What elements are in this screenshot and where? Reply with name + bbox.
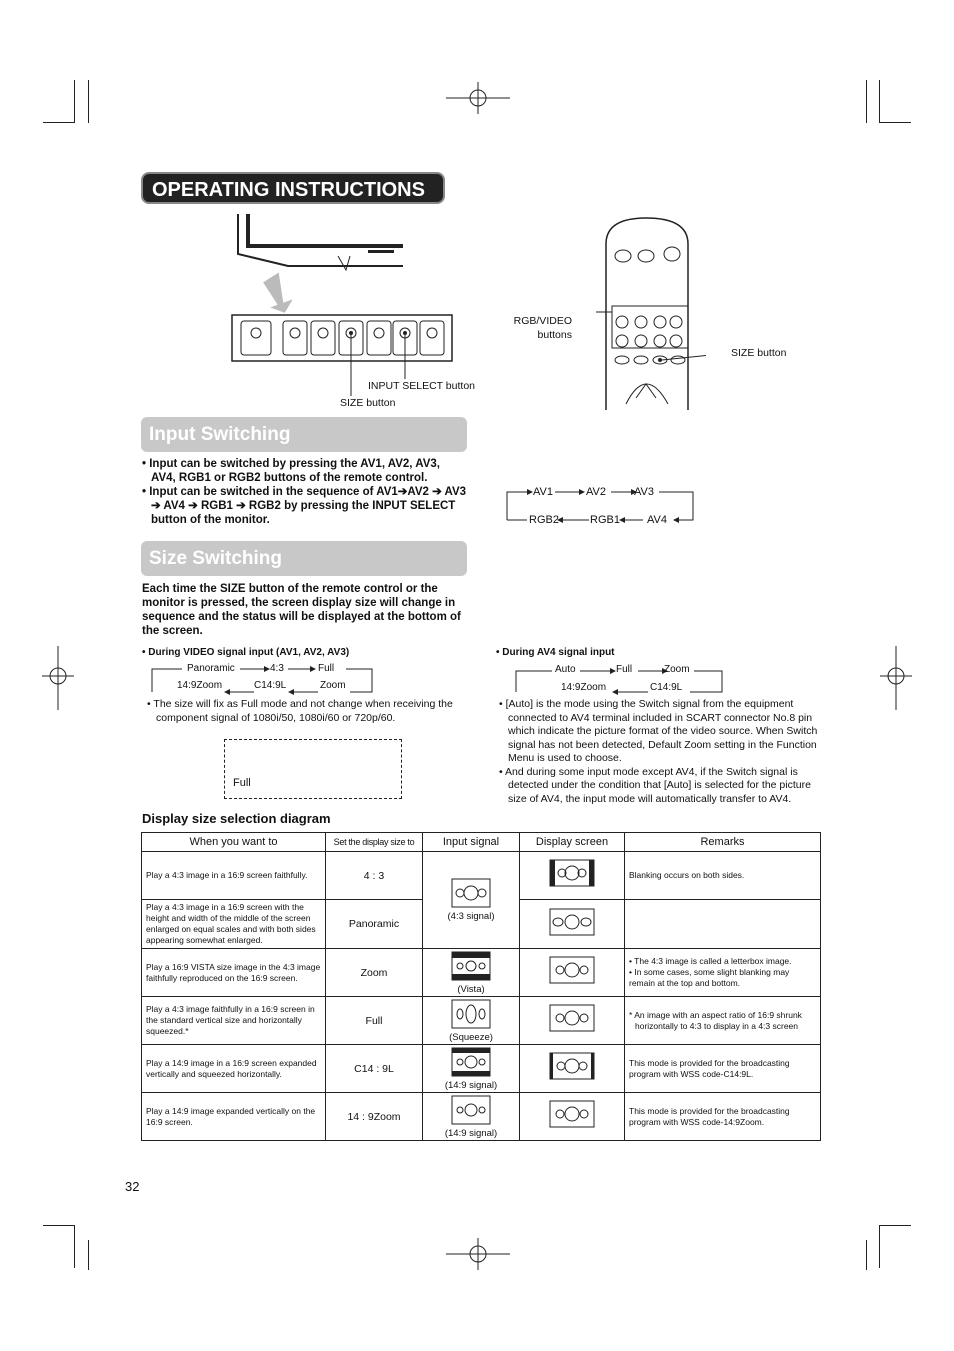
registration-mark-bottom	[446, 1238, 510, 1270]
signal-squeeze-icon	[451, 999, 491, 1029]
display-cell	[520, 1045, 625, 1093]
av4-c149l: C14:9L	[650, 682, 683, 693]
av4-149zoom: 14:9Zoom	[561, 682, 607, 693]
registration-mark-top	[446, 82, 510, 114]
signal-vista-icon	[451, 951, 491, 981]
col-display: Display screen	[520, 833, 625, 852]
video-note: • The size will fix as Full mode and not change when receiving the component signal of 1080i/50, 1080i/60 or 720p/60.	[147, 698, 453, 724]
table-row	[142, 1045, 821, 1093]
input-bullet-1: • Input can be switched by pressing the AV1, AV2, AV3, AV4, RGB1 or RGB2 buttons of the remote control.	[142, 458, 440, 484]
seq-av1: AV1	[533, 486, 553, 498]
display-cell	[520, 1093, 625, 1141]
screen-full-icon	[549, 1004, 595, 1032]
input-caption: (14:9 signal)	[444, 1079, 498, 1091]
display-size-table	[141, 832, 821, 1141]
seq-av4: AV4	[647, 514, 667, 526]
screen-c149l-icon	[549, 1052, 595, 1080]
input-cell	[423, 949, 520, 997]
seq-av3: AV3	[634, 486, 654, 498]
input-switching-bullets	[142, 457, 467, 527]
av4-zoom: Zoom	[664, 664, 690, 675]
status-sample-box	[224, 739, 402, 799]
seq-rgb1: RGB1	[590, 514, 620, 526]
input-select-label: INPUT SELECT button	[368, 380, 475, 392]
remark-cell: • The 4:3 image is called a letterbox image. • In some cases, some slight blanking may remain at the top and bottom.	[625, 949, 821, 997]
status-sample-text: Full	[233, 777, 251, 789]
video-c149l: C14:9L	[254, 680, 287, 691]
remote-size-label: SIZE button	[731, 347, 787, 359]
table-row	[142, 1093, 821, 1141]
display-cell	[520, 852, 625, 900]
av4-auto: Auto	[555, 664, 576, 675]
input-caption: (14:9 signal)	[444, 1127, 498, 1139]
input-caption: (Vista)	[457, 983, 485, 995]
table-header-row	[142, 833, 821, 852]
set-cell: C14 : 9L	[326, 1045, 423, 1093]
want-cell: Play a 4:3 image faithfully in a 16:9 screen in the standard vertical size and horizontally squeezed.*	[142, 997, 326, 1045]
display-cell	[520, 997, 625, 1045]
remark-cell: Blanking occurs on both sides.	[625, 852, 821, 900]
video-149zoom: 14:9Zoom	[177, 680, 223, 691]
diagram-heading: Display size selection diagram	[142, 811, 331, 826]
col-set: Set the display size to	[326, 833, 423, 852]
av4-note-2: • And during some input mode except AV4, if the Switch signal is detected under the condition that [Auto] is selected for the picture size of AV4, the input mode will automatically transfer to AV4.	[499, 765, 811, 805]
input-cell	[423, 1093, 520, 1141]
rgb-video-label: RGB/VIDEO buttons	[513, 315, 572, 341]
input-bullet-2: • Input can be switched in the sequence of AV1➔AV2 ➔ AV3 ➔ AV4 ➔ RGB1 ➔ RGB2 by pressing the INPUT SELECT button of the monitor.	[142, 486, 467, 526]
seq-av2: AV2	[586, 486, 606, 498]
col-input: Input signal	[423, 833, 520, 852]
set-cell: Panoramic	[326, 900, 423, 949]
input-cell	[423, 1045, 520, 1093]
want-cell: Play a 14:9 image expanded vertically on the 16:9 screen.	[142, 1093, 326, 1141]
monitor-size-label: SIZE button	[340, 397, 396, 409]
remark-cell	[625, 900, 821, 949]
registration-mark-left	[42, 646, 74, 710]
want-cell: Play a 14:9 image in a 16:9 screen expanded vertically and squeezed horizontally.	[142, 1045, 326, 1093]
input-cell	[423, 852, 520, 949]
video-full: Full	[318, 663, 335, 674]
video-zoom: Zoom	[320, 680, 346, 691]
input-caption: (4:3 signal)	[447, 911, 495, 922]
col-want: When you want to	[142, 833, 326, 852]
av4-heading: • During AV4 signal input	[496, 647, 615, 658]
page-number: 32	[125, 1179, 140, 1194]
set-cell: Zoom	[326, 949, 423, 997]
video-panoramic: Panoramic	[187, 663, 235, 674]
av4-note-1: • [Auto] is the mode using the Switch signal from the equipment connected to AV4 terminal included in SCART connector No.8 pin which indicate the picture format of the video source. When Switch signal has not been detected, Default Zoom setting in the Function Menu is used to choose.	[499, 698, 818, 764]
signal-43-icon	[451, 878, 491, 908]
screen-43-icon	[549, 859, 595, 887]
av4-notes	[499, 698, 821, 806]
remark-cell: This mode is provided for the broadcasting program with WSS code-14:9Zoom.	[625, 1093, 821, 1141]
av4-full: Full	[616, 664, 633, 675]
display-cell	[520, 949, 625, 997]
want-cell: Play a 16:9 VISTA size image in the 4:3 image faithfully reproduced on the 16:9 screen.	[142, 949, 326, 997]
signal-149-icon	[451, 1047, 491, 1077]
screen-149zoom-icon	[549, 1100, 595, 1128]
page-title: OPERATING INSTRUCTIONS	[141, 172, 445, 204]
display-cell	[520, 900, 625, 949]
input-cell	[423, 997, 520, 1045]
remote-illustration	[596, 214, 706, 412]
signal-149-zoom-icon	[451, 1095, 491, 1125]
screen-zoom-icon	[549, 956, 595, 984]
input-switching-heading: Input Switching	[141, 417, 467, 452]
want-cell: Play a 4:3 image in a 16:9 screen faithfully.	[142, 852, 326, 900]
size-switching-intro: Each time the SIZE button of the remote control or the monitor is pressed, the screen display size will change in sequence and the status will be displayed at the bottom of the screen.	[142, 583, 461, 637]
set-cell: Full	[326, 997, 423, 1045]
set-cell: 4 : 3	[326, 852, 423, 900]
table-row	[142, 997, 821, 1045]
input-caption: (Squeeze)	[449, 1031, 493, 1043]
registration-mark-right	[880, 646, 912, 710]
table-row	[142, 852, 821, 900]
size-switching-heading: Size Switching	[141, 541, 467, 576]
want-cell: Play a 4:3 image in a 16:9 screen with the height and width of the middle of the screen enlarged on equal scales and with both sides appearing somewhat enlarged.	[142, 900, 326, 949]
video-heading: • During VIDEO signal input (AV1, AV2, AV3)	[142, 647, 350, 658]
video-43: 4:3	[270, 663, 284, 674]
remark-cell: This mode is provided for the broadcasting program with WSS code-C14:9L.	[625, 1045, 821, 1093]
screen-panoramic-icon	[549, 908, 595, 936]
seq-rgb2: RGB2	[529, 514, 559, 526]
table-row	[142, 949, 821, 997]
remark-cell: * An image with an aspect ratio of 16:9 shrunk horizontally to 4:3 to display in a 4:3 screen	[625, 997, 821, 1045]
col-remarks: Remarks	[625, 833, 821, 852]
set-cell: 14 : 9Zoom	[326, 1093, 423, 1141]
